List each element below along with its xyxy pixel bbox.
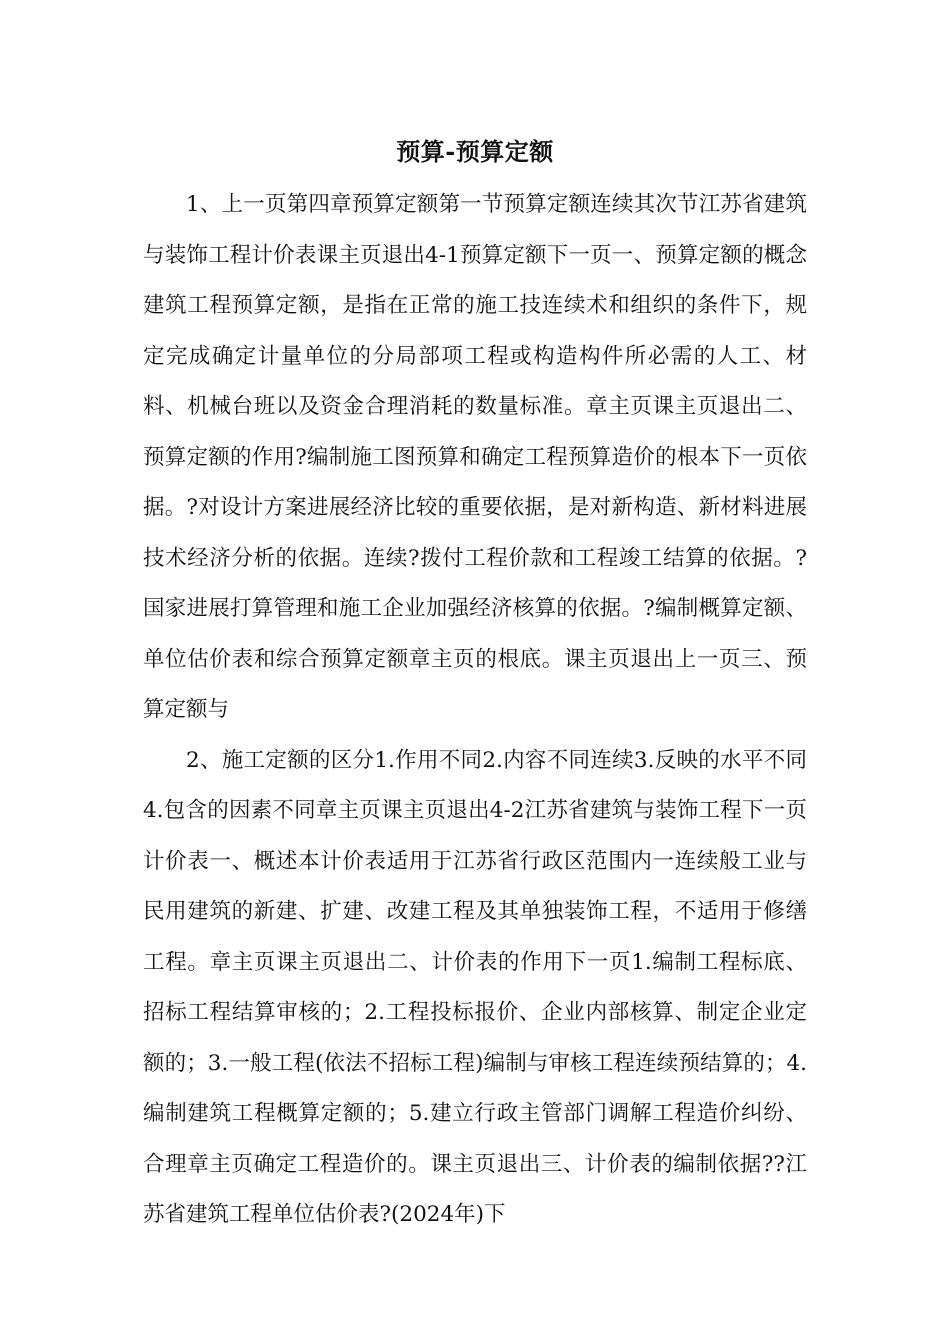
document-page [143, 130, 807, 1241]
document-title: 预算-预算定额 [396, 137, 554, 166]
paragraph-1: 1、上一页第四章预算定额第一节预算定额连续其次节江苏省建筑与装饰工程计价表课主页退出4-1预算定额下一页一、预算定额的概念建筑工程预算定额，是指在正常的施工技连续术和组织的条件下，规定完成确定计量单位的分局部项工程或构造构件所必需的人工、材料、机械台班以及资金合理消耗的数量标准。章主页课主页退出二、预算定额的作用?编制施工图预算和确定工程预算造价的根本下一页依据。?对设计方案进展经济比较的重要依据，是对新构造、新材料进展技术经济分析的依据。连续?拨付工程价款和工程竣工结算的依据。?国家进展打算管理和施工企业加强经济核算的依据。?编制概算定额、单位估价表和综合预算定额章主页的根底。课主页退出上一页三、预算定额与 [143, 192, 807, 722]
paragraph-2: 2、施工定额的区分1.作用不同2.内容不同连续3.反映的水平不同4.包含的因素不同章主页课主页退出4-2江苏省建筑与装饰工程下一页计价表一、概述本计价表适用于江苏省行政区范围内一连续般工业与民用建筑的新建、扩建、改建工程及其单独装饰工程，不适用于修缮工程。章主页课主页退出二、计价表的作用下一页1.编制工程标底、招标工程结算审核的；2.工程投标报价、企业内部核算、制定企业定额的；3.一般工程(依法不招标工程)编制与审核工程连续预结算的；4.编制建筑工程概算定额的；5.建立行政主管部门调解工程造价纠纷、合理章主页确定工程造价的。课主页退出三、计价表的编制依据??江苏省建筑工程单位估价表?(2024年)下 [143, 747, 807, 1227]
